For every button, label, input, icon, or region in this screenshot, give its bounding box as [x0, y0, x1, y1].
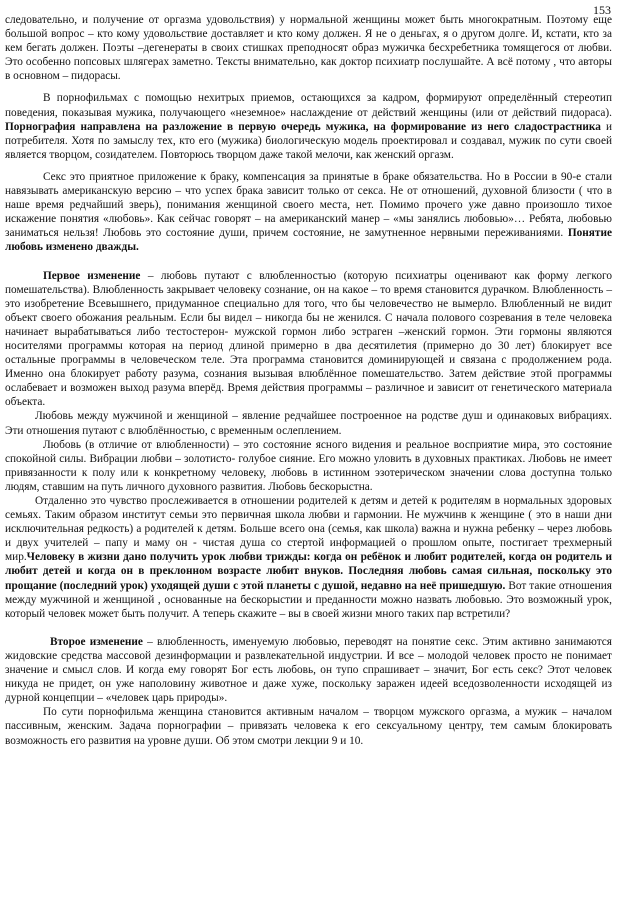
- paragraph-first-change: [5, 269, 612, 410]
- text-run: – влюбленность, именуемую любовью, переводят на понятие секс. Этим активно занимаются жидовские средства массовой дезинформации и развлекательной индустрии. И все – молодой человек просто не понимает значение и смысл слов. И когда ему говорят Бог есть любовь, он тупо спрашивает – значит, Бог есть секс? Этот человек никуда не придет, он уже наполовину животное и даже хуже, поскольку заражен идеей вседозволенности исходящей из дурной концепции – «человек царь природы».: [5, 635, 612, 705]
- paragraph-porn-films: [5, 91, 612, 161]
- bold-run: Понятие любовь изменено дважды.: [5, 227, 612, 254]
- text-run: Отдаленно это чувство прослеживается в отношении родителей к детям и детей к родителям в нормальных здоровых семьях. Таким образом институт семьи это первичная школа любви и гармонии. Не мужчинв к женщине ( это в наши дни исключительная редкость) а родителей к детям. Больше всего она (семья, как школа) важна и нужна ребенку – через любовь и двух учителей – папу и маму он - чистая душа со стертой информацией о прошлом опыте, постигает трехмерный мир.: [5, 495, 612, 564]
- paragraph-love-definition: [5, 438, 612, 494]
- page-number: 153: [593, 3, 611, 17]
- text-run: Вот такие отношения между мужчиной и женщиной , основанные на бескорыстии и преданности можно назвать любовью. Это возможный урок, который человек может быть получит. А теперь скажите – вы в своей жизни много таких пар встретили?: [5, 579, 612, 620]
- paragraph-love-man-woman: [5, 409, 612, 437]
- section-heading-second-change: Второе изменение: [50, 635, 143, 648]
- text-run: Любовь между мужчиной и женщиной – явление редчайшее построенное на родстве душ и одинаковых вибрациях. Эти отношения путают с влюблённостью, с временным ослеплением.: [5, 410, 612, 437]
- section-heading-first-change: Первое изменение: [43, 269, 141, 282]
- bold-run: Порнография направлена на разложение в первую очередь мужика, на формирование из него сладострастника: [5, 120, 601, 133]
- text-run: По сути порнофильма женщина становится активным началом – творцом мужского оргазма, а мужик – началом пассивным, женским. Задача порнографии – привязать человека к его сексуальному центру, тем самым блокировать возможность его развития на уровне души. Об этом смотри лекции 9 и 10.: [5, 706, 612, 747]
- text-run: следовательно, и получение от оргазма удовольствия) у нормальной женщины может быть многократным. Поэтому еще большой вопрос – кто кому удовольствие доставляет и кто кому должен. Я не о деньгах, я о другом долге. И, кстати, кто за кем бегать должен. Поэты –дегенераты в своих стишках преподносят образ мужичка бесхребетника томящегося от любви. Это особенно попсовых шлягерах заметно. Тексты внимательно, как доктор психиатр послушайте. А всё потому , что авторы в основном – пидорасы.: [5, 14, 612, 83]
- text-run: и потребителя. Хотя по замыслу тех, кто его (мужика) биологическую модель проектировал и создавал, мужик по сути своей является творцом, созидателем. Повторюсь творцом даже такой мелочи, как женский оргазм.: [5, 120, 612, 161]
- text-body: [5, 13, 612, 748]
- paragraph-porn-essence: [5, 705, 612, 747]
- paragraph-second-change: [5, 635, 612, 705]
- paragraph-family: [5, 494, 612, 621]
- text-run: В порнофильмах с помощью нехитрых приемов, остающихся за кадром, формируют определённый стереотип поведения, показывая мужика, получающего «неземное» наслаждение от действий женщины (или от действий пидораса).: [5, 92, 612, 119]
- bold-run: Человеку в жизни дано получить урок любви трижды: когда он ребёнок и любит родителей, когда он родитель и любит детей и когда он в преклонном возрасте любит внуков. Последняя любовь самая сильная, поскольку это прощание (последний урок) уходящей души с этой планеты с душой, недавно на неё пришедшую.: [5, 551, 612, 592]
- text-run: Любовь (в отличие от влюбленности) – это состояние ясного видения и реальное восприятие мира, это состояние спокойной силы. Вибрации любви – золотисто- голубое сияние. Его можно уловить в духовных практиках. Любовь не имеет привязанности к полу или к конкретному человеку, любовь в истинном эзотерическом значении слова доступна только людям, ставшим на путь личного духовного развития. Любовь бескорыстна.: [5, 438, 612, 493]
- paragraph-sex-marriage: [5, 170, 612, 255]
- text-run: Секс это приятное приложение к браку, компенсация за принятые в браке обязательства. Но в России в 90-е стали навязывать американскую версию – что успех брака зависит только от секса. Не от отношений, духовной близости ( что в наше время редчайший зверь), понимания женщиной своего места, нет. Помимо прочего уже давно произошло тихое искажение понятия «любовь». Как сейчас говорят – на американский манер – «мы занялись любовью»… Ребята, любовью заниматься нельзя! Любовь это состояние души, причем состояние, не замутненное нервными переживаниями.: [5, 170, 612, 240]
- paragraph-orgasm: [5, 13, 612, 83]
- text-run: – любовь путают с влюбленностью (которую психиатры оценивают как форму легкого помешательства). Влюбленность закрывает человеку сознание, он на какое – то время становится дурачком. Влюбленность – это изобретение Всевышнего, придуманное специально для того, что бы человечество не вымерло. Влюбленный не видит объект своего обожания реальным. Если бы видел – никогда бы не женился. С начала полового созревания в теле человека начинает вырабатываться либо тестостерон- мужской гормон либо эстраген –женский гормон. Эти гормоны являются носителями программы которая на период длиной примерно в два десятилетия (примерно до 30 лет) блокирует все остальные программы в человеческом теле. Эта программа становится доминирующей и связана с продолжением рода. Именно она блокирует работу разума, сознания вызывая влюблённое помешательство. Затем действие этой программы ослабевает и возможен выход разума вперёд. Время действия программы – различное и зависит от генетического материала объекта.: [5, 269, 612, 409]
